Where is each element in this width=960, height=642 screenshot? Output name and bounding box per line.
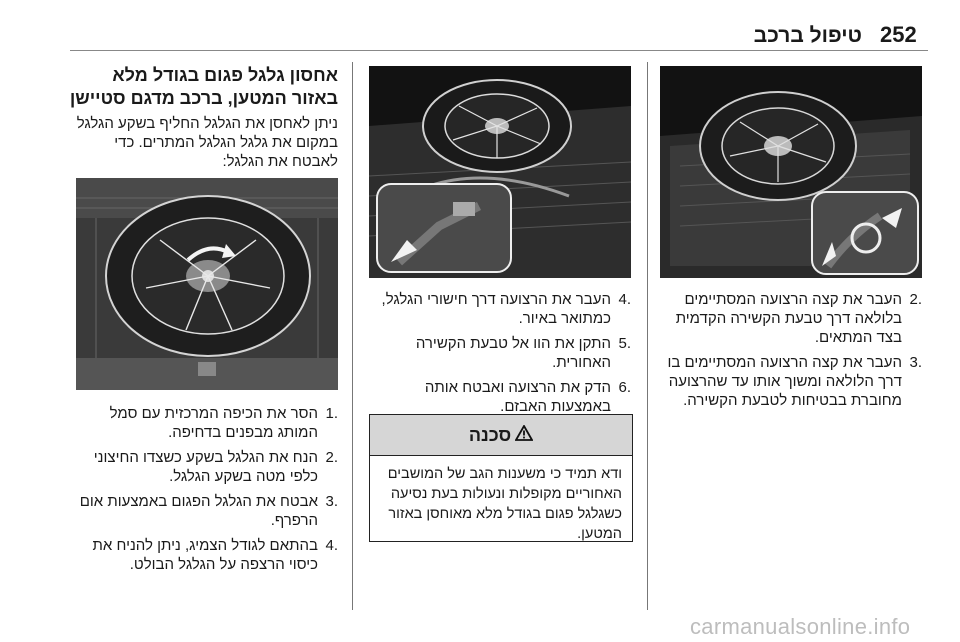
left-steps-list	[66, 404, 338, 580]
watermark: carmanualsonline.info	[690, 614, 911, 639]
danger-callout	[369, 414, 633, 542]
page-header	[0, 0, 960, 52]
list-item: .3 אבטח את הגלגל הפגום באמצעות אום הרפרף.	[79, 493, 338, 529]
list-item: .2 הנח את הגלגל בשקע כשצדו החיצוני כלפי מטה בשקע הגלגל.	[93, 449, 338, 485]
right-steps-list	[660, 290, 922, 416]
header-rule	[70, 50, 928, 51]
list-item: .2 העבר את קצה הרצועה המסתיימים בלולאה דרך טבעת הקשירה הקדמית בצד המתאים.	[675, 291, 922, 346]
column-divider	[352, 62, 353, 610]
middle-steps-list	[369, 290, 631, 422]
chapter-title: טיפול ברכב	[753, 24, 862, 47]
list-item: .1 הסר את הכיפה המרכזית עם סמל המותג מבפנים בדחיפה.	[109, 405, 338, 441]
trunk-strap-figure	[660, 66, 922, 278]
list-item: .4 העבר את הרצועה דרך חישורי הגלגל, כמתואר באיור.	[381, 291, 631, 327]
danger-callout-header	[370, 415, 632, 456]
spare-wheel-well-figure	[76, 178, 338, 390]
list-item: .4 בהתאם לגודל הצמיג, ניתן להניח את כיסוי הרצפה על הגלגל הבולט.	[92, 537, 338, 573]
page-number: 252	[880, 22, 917, 47]
danger-callout-text: ודא תמיד כי משענות הגב של המושבים האחוריים מקופלות ונעולות בעת נסיעה כשגלגל פגום בגודל מלא מאוחסן באזור המטען.	[387, 466, 622, 542]
column-divider	[647, 62, 648, 610]
list-item: .3 העבר את קצה הרצועה המסתיימים בו דרך הלולאה ומשוך אותו עד שהרצועה מחוברת בבטיחות לטבעת הקשירה.	[667, 354, 922, 409]
wheel-strap-figure	[369, 66, 631, 278]
danger-callout-title: סכנה	[468, 424, 512, 445]
section-intro: ניתן לאחסן את הגלגל החליף בשקע הגלגל במקום את גלגל הגלגל המתרים. כדי לאבטח את הגלגל:	[76, 115, 338, 170]
warning-triangle-icon	[515, 425, 533, 446]
list-item: .5 התקן את הוו אל טבעת הקשירה האחורית.	[415, 335, 631, 371]
list-item: .6 הדק את הרצועה ואבטח אותה באמצעות האבזם.	[424, 379, 631, 415]
section-title: אחסון גלגל פגום בגודל מלא באזור המטען, ברכב מדגם סטיישן	[69, 65, 338, 108]
